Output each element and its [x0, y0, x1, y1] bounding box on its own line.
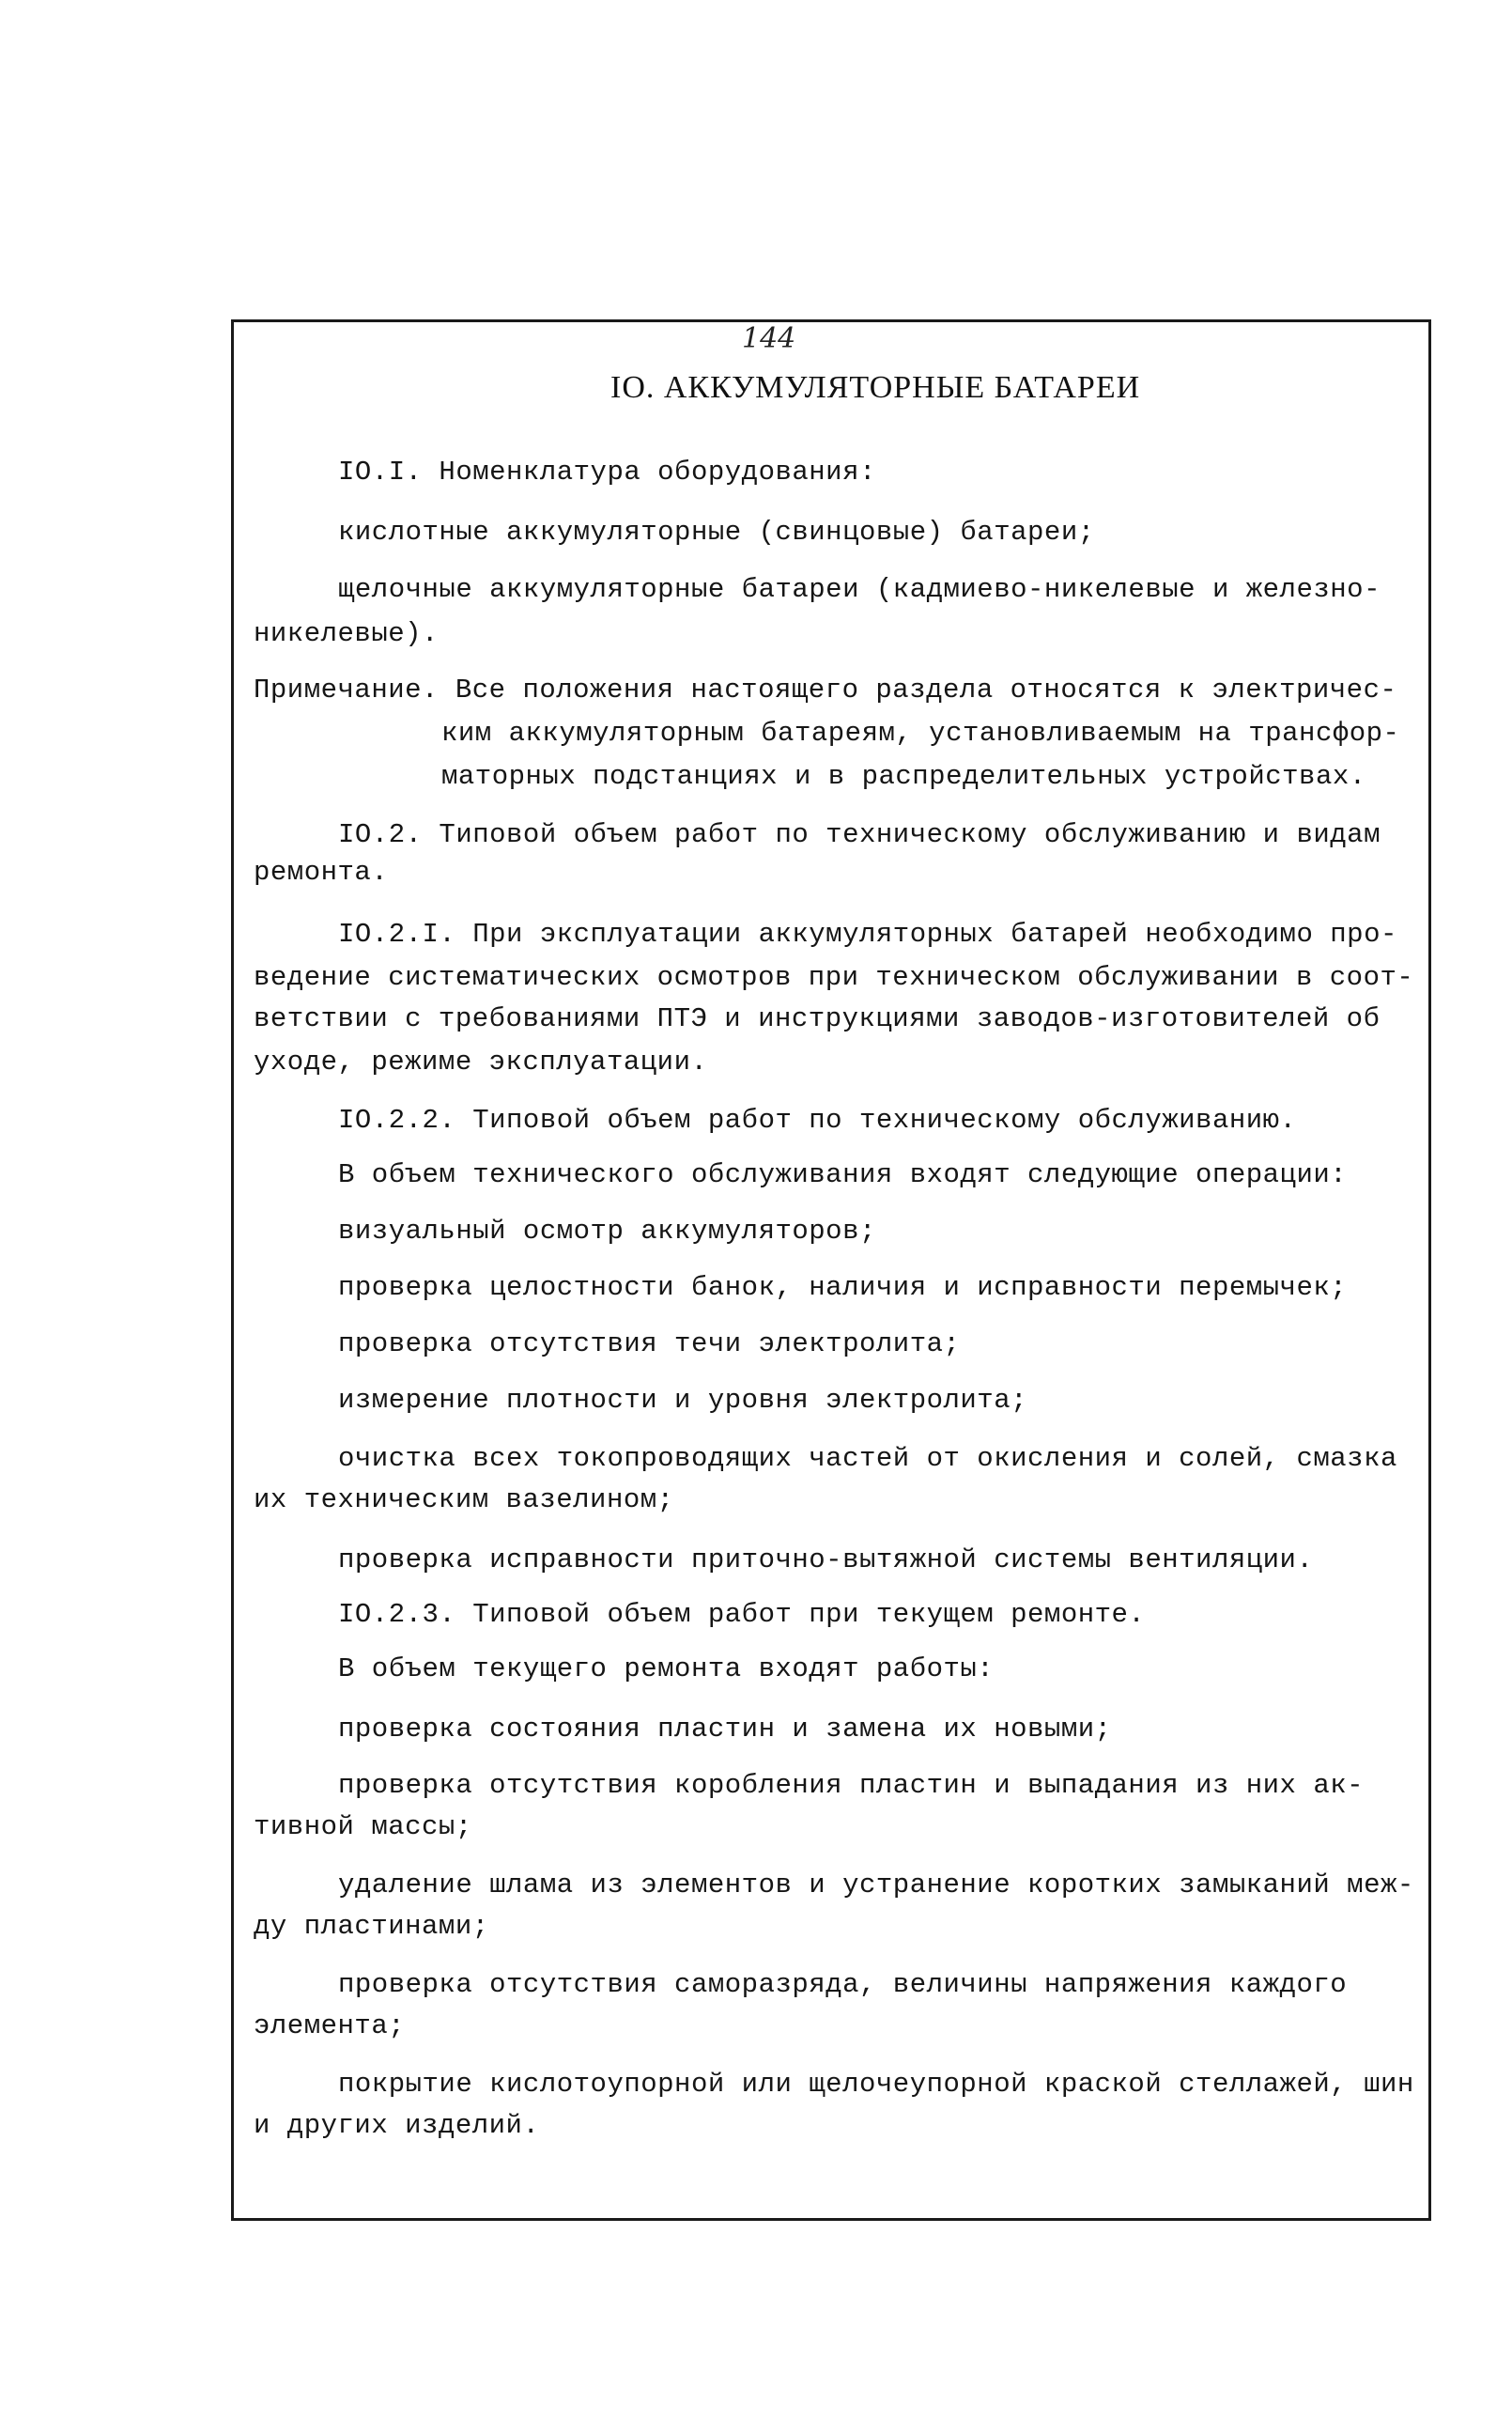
text-line: проверка состояния пластин и замена их новыми;: [338, 1714, 1112, 1745]
text-line: IO.2.2. Типовой объем работ по техническому обслуживанию.: [338, 1105, 1297, 1136]
text-line: Примечание. Все положения настоящего раздела относятся к электричес-: [254, 675, 1397, 706]
text-line: ветствии с требованиями ПТЭ и инструкциями заводов-изготовителей об: [254, 1003, 1381, 1034]
text-line: проверка исправности приточно-вытяжной системы вентиляции.: [338, 1544, 1314, 1575]
text-line: тивной массы;: [254, 1811, 472, 1842]
text-line: визуальный осмотр аккумуляторов;: [338, 1216, 876, 1247]
text-line: покрытие кислотоупорной или щелочеупорной краской стеллажей, шин: [338, 2069, 1414, 2100]
text-line: проверка отсутствия коробления пластин и выпадания из них ак-: [338, 1770, 1365, 1801]
text-line: щелочные аккумуляторные батареи (кадмиево-никелевые и железно-: [338, 574, 1381, 605]
text-line: IO.2.I. При эксплуатации аккумуляторных батарей необходимо про-: [338, 919, 1397, 950]
text-line: и других изделий.: [254, 2110, 540, 2141]
text-line: ведение систематических осмотров при техническом обслуживании в соот-: [254, 962, 1414, 993]
text-line: В объем технического обслуживания входят следующие операции:: [338, 1159, 1348, 1190]
text-line: уходе, режиме эксплуатации.: [254, 1047, 708, 1078]
text-line: проверка отсутствия течи электролита;: [338, 1328, 961, 1359]
text-line: IO.I. Номенклатура оборудования:: [338, 457, 876, 488]
text-line: IO.2.3. Типовой объем работ при текущем ремонте.: [338, 1599, 1146, 1630]
section-title: IO. АККУМУЛЯТОРНЫЕ БАТАРЕИ: [610, 370, 1141, 405]
page-number: 144: [742, 322, 796, 355]
text-line: ким аккумуляторным батареям, установливаемым на трансфор-: [441, 718, 1400, 749]
text-line: никелевые).: [254, 618, 439, 649]
text-line: измерение плотности и уровня электролита;: [338, 1385, 1028, 1416]
text-line: ремонта.: [254, 857, 389, 888]
text-line: элемента;: [254, 2010, 406, 2041]
text-line: маторных подстанциях и в распределительных устройствах.: [441, 761, 1366, 792]
text-line: ду пластинами;: [254, 1911, 489, 1942]
text-line: В объем текущего ремонта входят работы:: [338, 1653, 995, 1684]
text-line: кислотные аккумуляторные (свинцовые) батареи;: [338, 517, 1095, 548]
text-line: IO.2. Типовой объем работ по техническому обслуживанию и видам: [338, 819, 1381, 850]
text-line: очистка всех токопроводящих частей от окисления и солей, смазка: [338, 1443, 1397, 1474]
text-line: удаление шлама из элементов и устранение коротких замыканий меж-: [338, 1869, 1414, 1900]
text-line: их техническим вазелином;: [254, 1484, 674, 1515]
text-line: проверка целостности банок, наличия и исправности перемычек;: [338, 1272, 1348, 1303]
text-line: проверка отсутствия саморазряда, величины напряжения каждого: [338, 1969, 1348, 2000]
